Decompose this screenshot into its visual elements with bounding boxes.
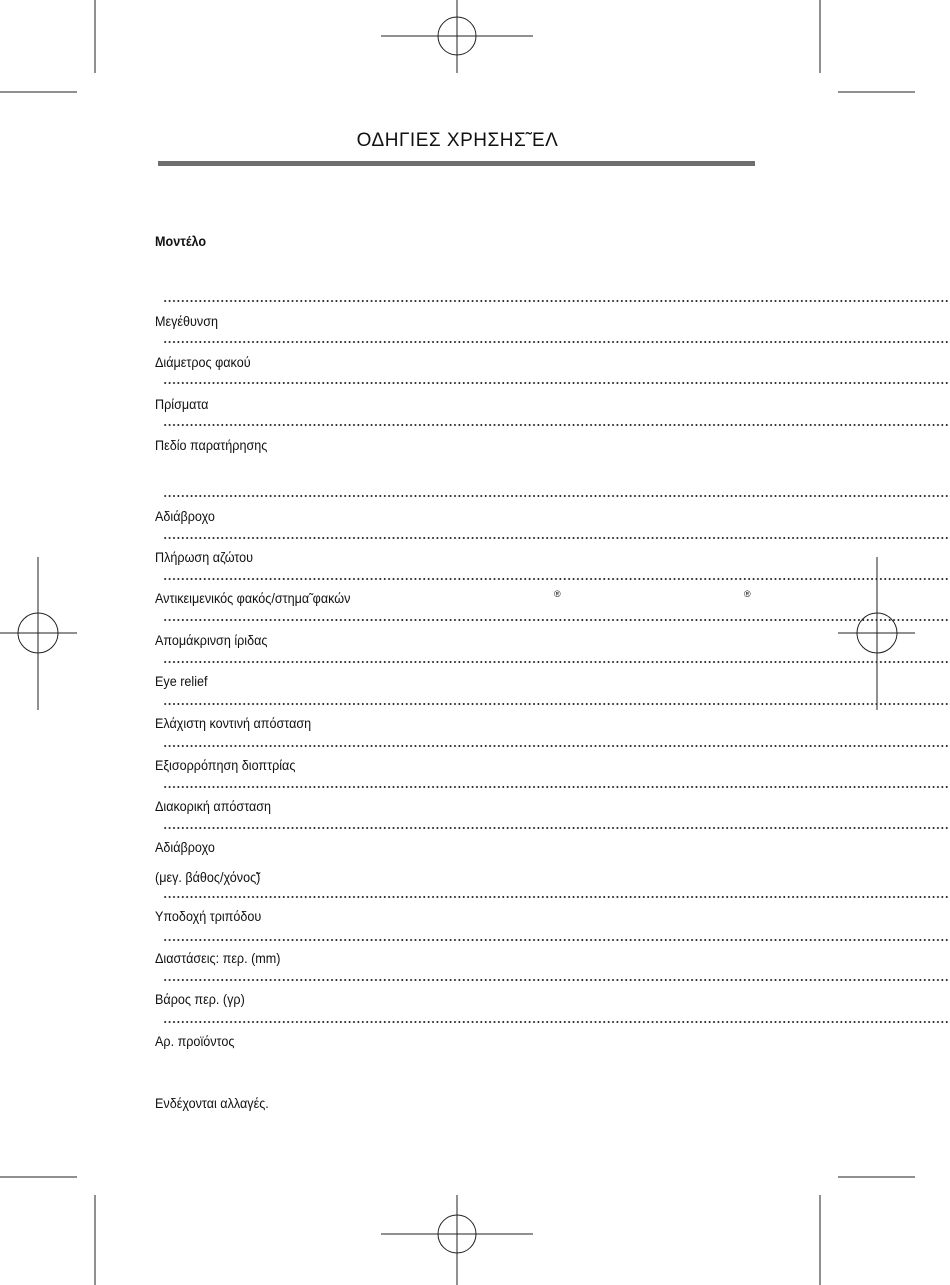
dotted-separator	[163, 786, 950, 788]
registered-mark: ®	[554, 589, 561, 599]
spec-label-waterproof-depth-detail: (μεγ. βάθος/χόνος̃)	[155, 869, 261, 885]
spec-label-exit-pupil: Απομάκρινση ίριδας	[155, 632, 268, 648]
model-label: Μοντέλο	[155, 233, 207, 249]
dotted-separator	[163, 703, 950, 705]
spec-label-waterproof: Αδιάβροχο	[155, 508, 215, 524]
dotted-separator	[163, 495, 950, 497]
spec-label-lens-diameter: Διάμετρος φακού	[155, 354, 251, 370]
spec-label-dioptre-compensation: Εξισορρόπηση διοπτρίας	[155, 757, 296, 773]
dotted-separator	[163, 382, 950, 384]
dotted-separator	[163, 1021, 950, 1023]
dotted-separator	[163, 578, 950, 580]
spec-label-prisms: Πρίσματα	[155, 396, 209, 412]
dotted-separator	[163, 896, 950, 898]
dotted-separator	[163, 661, 950, 663]
spec-label-field-of-view: Πεδίο παρατήρησης	[155, 437, 268, 453]
spec-label-min-close-distance: Ελάχιστη κοντινή απόσταση	[155, 715, 312, 731]
spec-label-eye-relief: Eye relief	[155, 673, 208, 689]
title-rule	[158, 161, 755, 166]
dotted-separator	[163, 745, 950, 747]
registration-mark-left	[0, 557, 77, 710]
dotted-separator	[163, 619, 950, 621]
spec-label-dimensions: Διαστάσεις: περ. (mm)	[155, 950, 281, 966]
spec-label-waterproof-depth: Αδιάβροχο	[155, 839, 215, 855]
dotted-separator	[163, 939, 950, 941]
spec-label-magnification: Μεγέθυνση	[155, 313, 219, 329]
changes-reserved-note: Ενδέχονται αλλαγές.	[155, 1095, 269, 1111]
spec-label-objective-lens-system: Αντικειμενικός φακός/στημα̃ φακών	[155, 590, 351, 606]
dotted-separator	[163, 341, 950, 343]
dotted-separator	[163, 827, 950, 829]
page-title: ΟΔΗΓΙΕΣ ΧΡΗΣΗΣ̃ ΕΛ	[356, 130, 559, 151]
registration-mark-top	[381, 0, 533, 73]
spec-label-nitrogen-filling: Πλήρωση αζώτου	[155, 549, 254, 565]
spec-label-weight: Βάρος περ. (γρ)	[155, 991, 245, 1007]
dotted-separator	[163, 300, 950, 302]
spec-label-tripod-mount: Υποδοχή τριπόδου	[155, 908, 262, 924]
registered-mark: ®	[744, 589, 751, 599]
dotted-separator	[163, 979, 950, 981]
dotted-separator	[163, 537, 950, 539]
registration-mark-bottom	[381, 1195, 533, 1285]
spec-label-product-number: Αρ. προϊόντος	[155, 1033, 235, 1049]
dotted-separator	[163, 424, 950, 426]
spec-label-interpupillary-distance: Διακορική απόσταση	[155, 798, 272, 814]
